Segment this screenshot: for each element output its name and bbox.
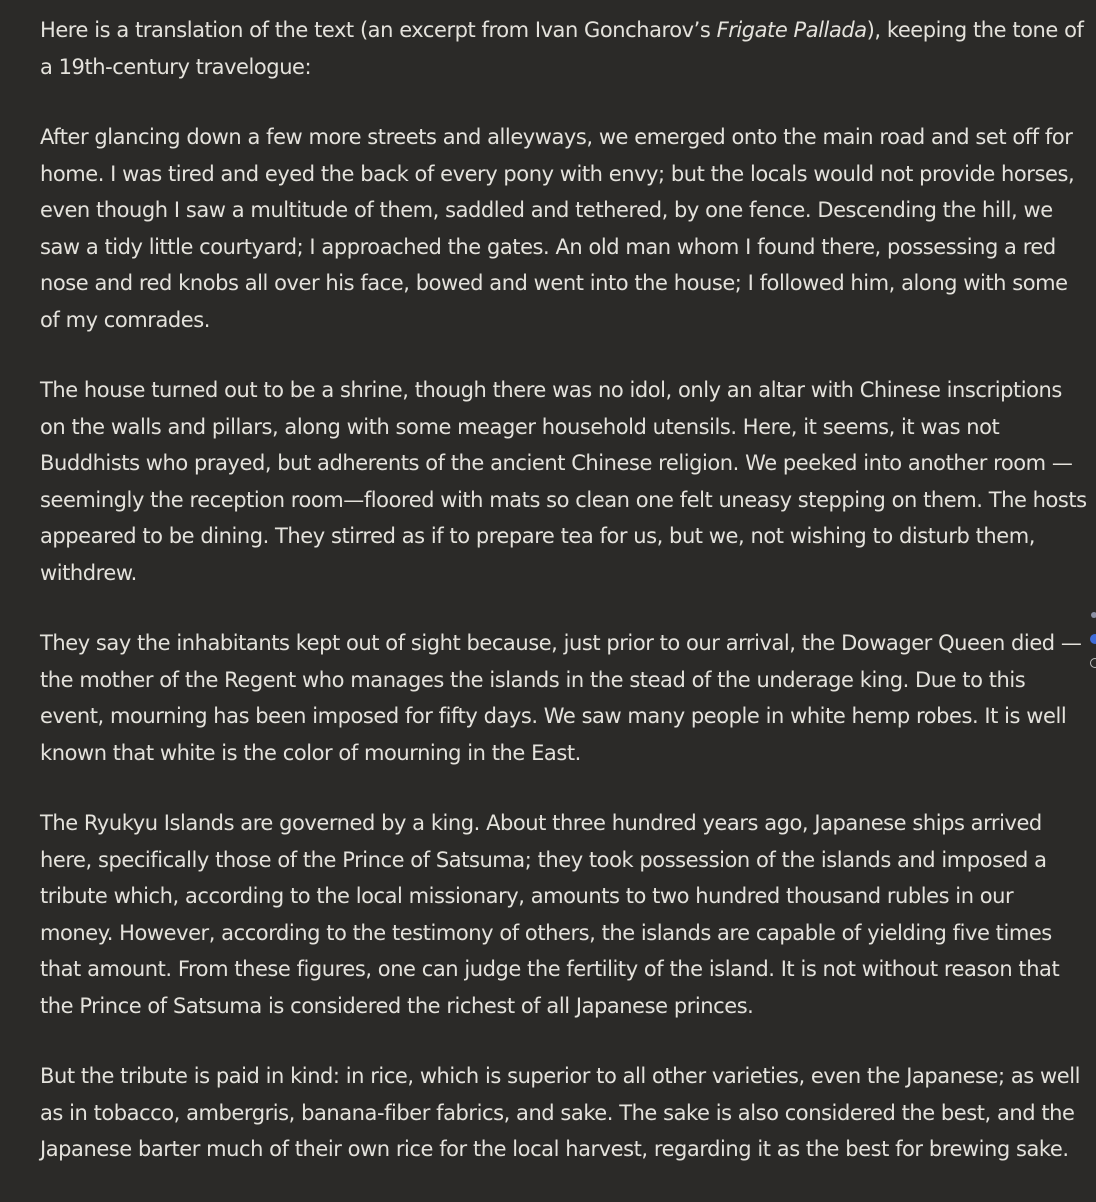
book-title: Frigate Pallada (716, 18, 867, 42)
floating-side-widget[interactable] (1086, 608, 1096, 670)
paragraph-mourning: They say the inhabitants kept out of sight because, just prior to our arrival, the Dowager Queen died —the mother of the Regent who manages the islands in the stead of the underage king. Due to this event, mourning has been imposed for fifty days. We saw many people in white hemp robes. It is well known that white is the color of mourning in the East. (40, 631, 1082, 765)
assistant-response (40, 12, 1088, 1202)
paragraph-tribute: But the tribute is paid in kind: in rice, which is superior to all other varieties, even the Japanese; as well as in tobacco, ambergris, banana-fiber fabrics, and sake. The sake is also considered the best, and the Japanese barter much of their own rice for the local harvest, regarding it as the best for brewing sake. (40, 1064, 1080, 1161)
paragraph-streets: After glancing down a few more streets and alleyways, we emerged onto the main road and set off for home. I was tired and eyed the back of every pony with envy; but the locals would not provide horses, even though I saw a multitude of them, saddled and tethered, by one fence. Descending the hill, we saw a tidy little courtyard; I approached the gates. An old man whom I found there, possessing a red nose and red knobs all over his face, bowed and went into the house; I followed him, along with some of my comrades. (40, 125, 1075, 332)
dot-icon (1091, 612, 1096, 618)
circle-icon[interactable] (1090, 658, 1096, 668)
paragraph-shrine: The house turned out to be a shrine, though there was no idol, only an altar with Chinese inscriptions on the walls and pillars, along with some meager household utensils. Here, it seems, it was not Buddhists who prayed, but adherents of the ancient Chinese religion. We peeked into another room —seemingly the reception room—floored with mats so clean one felt uneasy stepping on them. The hosts appeared to be dining. They stirred as if to prepare tea for us, but we, not wishing to disturb them, withdrew. (40, 378, 1087, 585)
assistant-icon[interactable] (1090, 634, 1096, 644)
intro-paragraph (40, 12, 1088, 85)
paragraph-ryukyu: The Ryukyu Islands are governed by a king. About three hundred years ago, Japanese ships arrived here, specifically those of the Prince of Satsuma; they took possession of the islands and imposed a tribute which, according to the local missionary, amounts to two hundred thousand rubles in our money. However, according to the testimony of others, the islands are capable of yielding five times that amount. From these figures, one can judge the fertility of the island. It is not without reason that the Prince of Satsuma is considered the richest of all Japanese princes. (40, 811, 1060, 1018)
intro-text-after: ), keeping the tone of a 19th-century travelogue: (40, 18, 1084, 79)
intro-text-before: Here is a translation of the text (an excerpt from Ivan Goncharov’s (40, 18, 717, 42)
